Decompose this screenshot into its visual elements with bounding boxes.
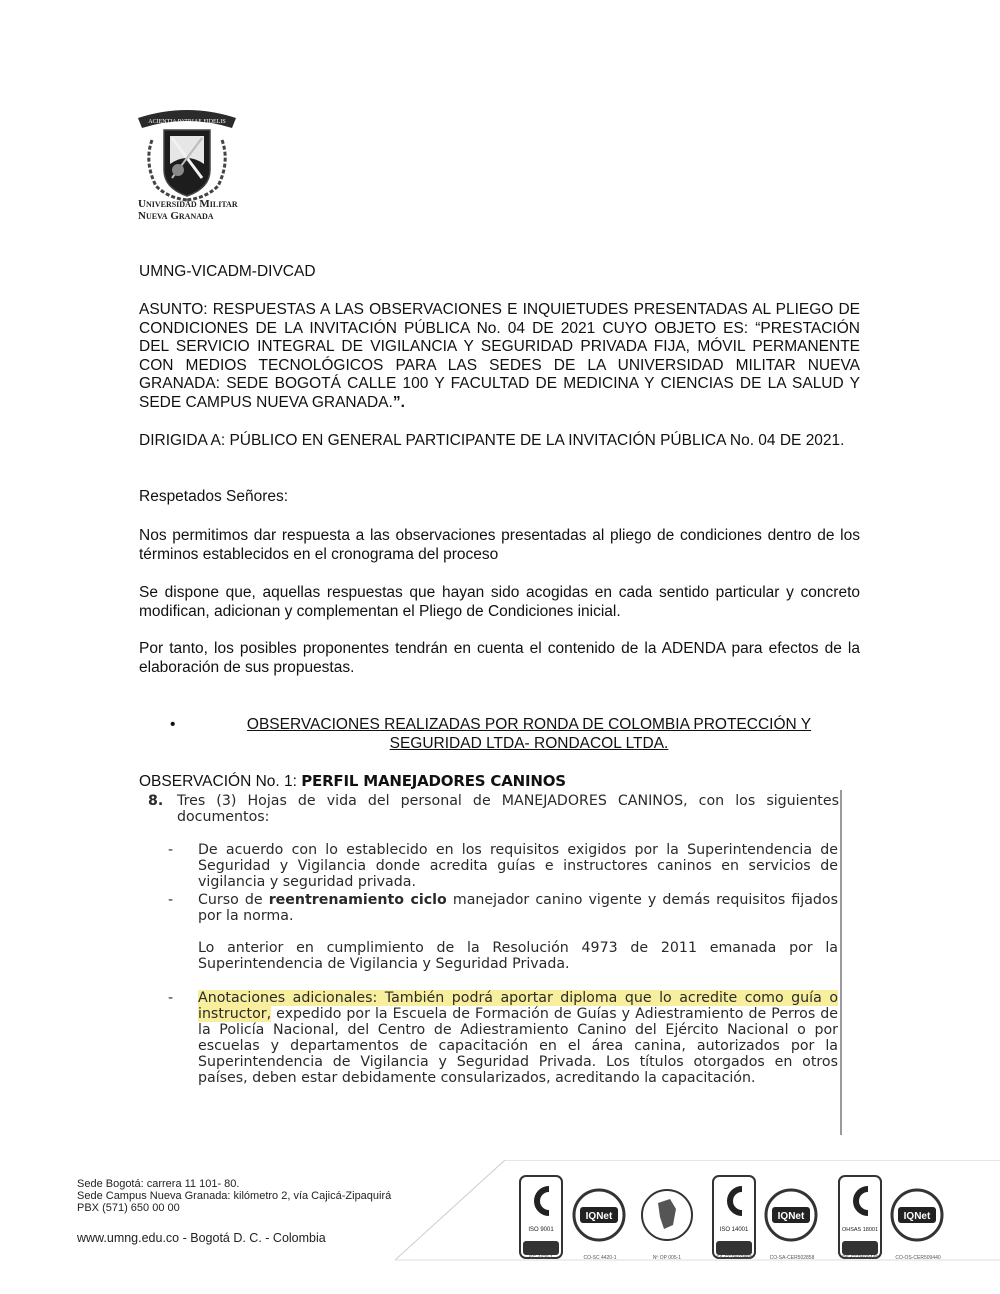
icontec-ohsas-badge-icon: [838, 1175, 882, 1259]
observation-label: OBSERVACIÓN No. 1:: [139, 773, 302, 790]
footer-phone: PBX (571) 650 00 00: [77, 1202, 180, 1214]
svg-text:IQNet: IQNet: [777, 1211, 805, 1222]
document-reference: UMNG-VICADM-DIVCAD: [139, 263, 316, 280]
svg-text:ACIENTIA PATRIAE FIDELIS: ACIENTIA PATRIAE FIDELIS: [148, 119, 226, 125]
cert-code-6: OS-CER509440: [841, 1255, 879, 1261]
footer-website: www.umng.edu.co - Bogotá D. C. - Colombia: [77, 1231, 326, 1245]
cert-code-2: CO-SC 4420-1: [583, 1255, 617, 1261]
observation-subject: PERFIL MANEJADORES CANINOS: [301, 772, 566, 790]
colombia-seal-icon: [640, 1175, 694, 1259]
svg-text:OHSAS 18001: OHSAS 18001: [841, 1227, 879, 1233]
cert-code-4: SA-CER502858: [716, 1255, 752, 1261]
section-heading: OBSERVACIONES REALIZADAS POR RONDA DE COLOMBIA PROTECCIÓN Y SEGURIDAD LTDA- RONDACOL LTDA.: [246, 716, 812, 752]
svg-text:ISO 14001: ISO 14001: [719, 1227, 749, 1233]
iqnet-badge-2-icon: [764, 1175, 818, 1259]
svg-text:ISO 9001: ISO 9001: [528, 1227, 554, 1233]
cert-code-3: Nº OP 005-1: [652, 1255, 682, 1261]
scanned-excerpt: [143, 790, 848, 1135]
excerpt-item-2: [198, 892, 838, 924]
svg-text:IQNet: IQNet: [585, 1211, 613, 1222]
footer-address-2: Sede Campus Nueva Granada: kilómetro 2, vía Cajicá-Zipaquirá: [77, 1190, 392, 1202]
salutation: Respetados Señores:: [139, 488, 289, 505]
excerpt-note: Lo anterior en cumplimiento de la Resolución 4973 de 2011 emanada por la Superintendencia de Vigilancia y Seguridad Privada.: [198, 940, 838, 972]
item2-pre: Curso de: [198, 892, 269, 908]
cert-code-1: SC 4420-1: [529, 1255, 553, 1261]
icontec-iso9001-badge-icon: [519, 1175, 563, 1259]
paragraph-1: Nos permitimos dar respuesta a las observaciones presentadas al pliego de condiciones dentro de los términos establecidos en el cronograma del proceso: [139, 527, 860, 563]
observation-title: [139, 772, 566, 791]
iqnet-badge-3-icon: [890, 1175, 944, 1259]
bullet-icon: •: [170, 716, 176, 733]
excerpt-number: 8.: [148, 793, 164, 809]
item2-bold: reentrenamiento ciclo: [268, 892, 447, 908]
paragraph-2: Se dispone que, aquellas respuestas que hayan sido acogidas en cada sentido particular y concreto modifican, adicionan y complementan el Pliego de Condiciones inicial.: [139, 584, 860, 620]
asunto-closing: ”.: [392, 393, 405, 411]
excerpt-item-1: De acuerdo con lo establecido en los requisitos exigidos por la Superintendencia de Seguridad y Vigilancia donde acredita guías e instructores caninos en servicios de vigilancia y seguridad privada.: [198, 842, 838, 890]
excerpt-border: [840, 790, 842, 1135]
dash-3: -: [168, 990, 174, 1006]
excerpt-intro: Tres (3) Hojas de vida del personal de MANEJADORES CANINOS, con los siguientes documentos:: [177, 793, 839, 825]
logo-name-line1: Universidad Militar: [138, 198, 238, 210]
asunto-text: ASUNTO: RESPUESTAS A LAS OBSERVACIONES E INQUIETUDES PRESENTADAS AL PLIEGO DE CONDICIONES DE LA INVITACIÓN PÚBLICA No. 04 DE 2021 CUYO OBJETO ES: “PRESTACIÓN DEL SERVICIO INTEGRAL DE VIGILANCIA Y SEGURIDAD PRIVADA FIJA, MÓVIL PERMANENTE CON MEDIOS TECNOLÓGICOS PARA LAS SEDES DE LA UNIVERSIDAD MILITAR NUEVA GRANADA: SEDE BOGOTÁ CALLE 100 Y FACULTAD DE MEDICINA Y CIENCIAS DE LA SALUD Y SEDE CAMPUS NUEVA GRANADA.: [139, 301, 860, 411]
item2-post: manejador canino vigente y demás requisitos fijados por la norma.: [198, 892, 838, 924]
excerpt-item-3: [198, 990, 838, 1086]
item3-highlight: Anotaciones adicionales: También podrá aportar diploma que lo acredite como guía o instructor,: [198, 990, 838, 1022]
dash-1: -: [168, 842, 174, 858]
icontec-iso14001-badge-icon: [712, 1175, 756, 1259]
iqnet-badge-icon: [572, 1175, 626, 1259]
cert-code-7: CO-OS-CER509440: [895, 1255, 941, 1261]
dash-2: -: [168, 892, 174, 908]
item3-rest: expedido por la Escuela de Formación de Guías y Adiestramiento de Perros de la Policía Nacional, del Centro de Adiestramiento Canino del Ejército Nacional o por escuelas y departamentos de capacitación en el área canina, autorizados por la Superintendencia de Vigilancia y Seguridad Privada. Los títulos otorgados en otros países, deben estar debidamente consularizados, acreditando la capacitación.: [198, 1006, 838, 1086]
cert-code-5: CO-SA-CER502858: [769, 1255, 815, 1261]
svg-text:IQNet: IQNet: [903, 1211, 931, 1222]
dirigida-paragraph: DIRIGIDA A: PÚBLICO EN GENERAL PARTICIPANTE DE LA INVITACIÓN PÚBLICA No. 04 DE 2021.: [139, 432, 845, 449]
logo-text: [138, 198, 248, 222]
asunto-paragraph: [139, 301, 860, 412]
logo-name-line2: Nueva Granada: [138, 210, 214, 222]
footer-address-1: Sede Bogotá: carrera 11 101- 80.: [77, 1178, 240, 1190]
paragraph-3: Por tanto, los posibles proponentes tendrán en cuenta el contenido de la ADENDA para efectos de la elaboración de sus propuestas.: [139, 640, 860, 676]
